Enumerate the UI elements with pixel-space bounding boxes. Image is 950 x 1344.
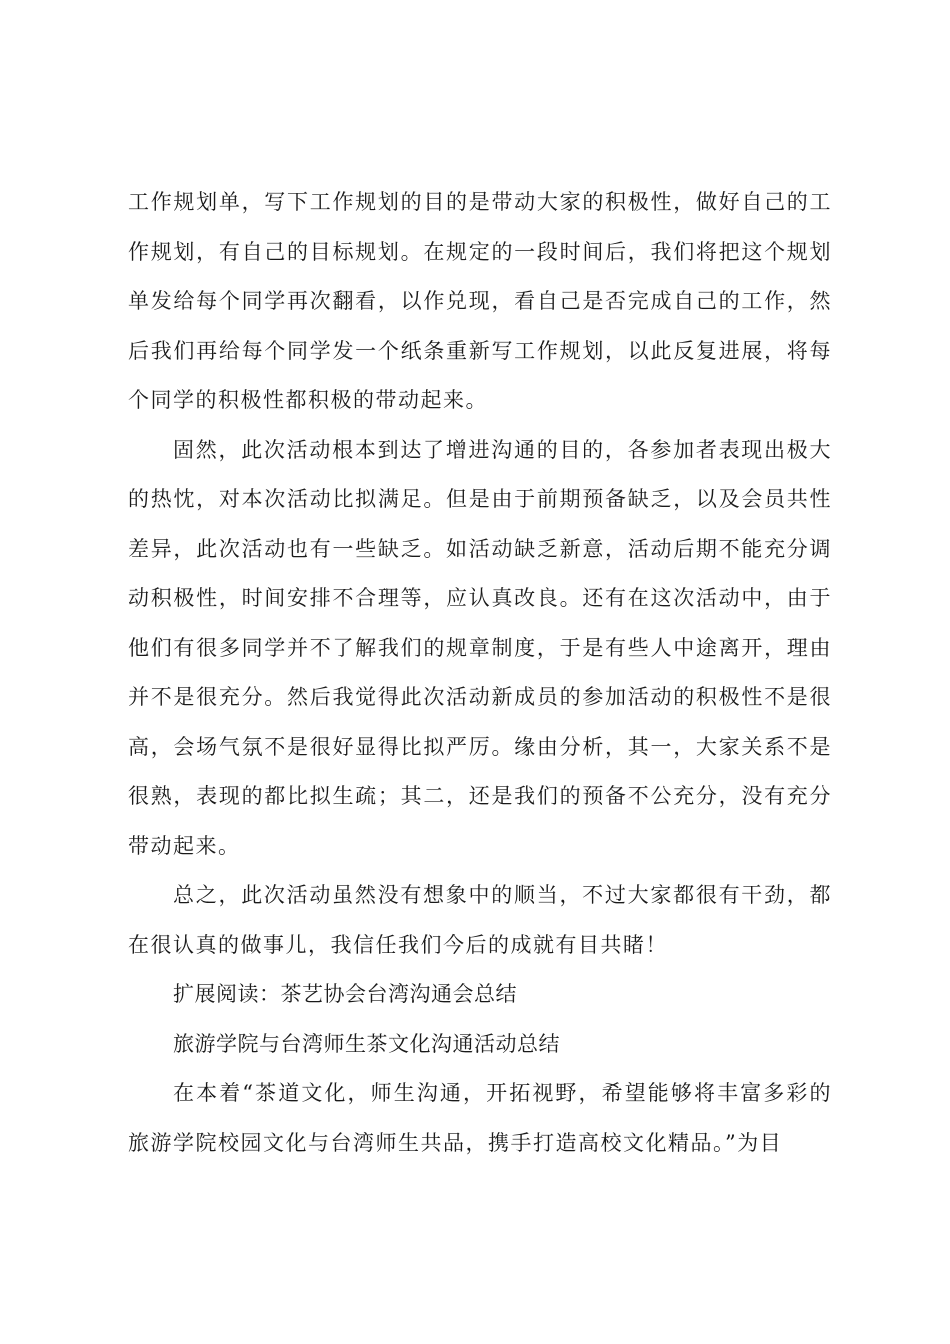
paragraph-intro: 在本着“茶道文化，师生沟通，开拓视野，希望能够将丰富多彩的旅游学院校园文化与台湾师生共品，携手打造高校文化精品。”为目 <box>128 1081 832 1155</box>
section-title: 旅游学院与台湾师生茶文化沟通活动总结 <box>173 1031 560 1056</box>
extended-reading-line: 扩展阅读：茶艺协会台湾沟通会总结 <box>173 982 517 1006</box>
paragraph-evaluation: 固然，此次活动根本到达了增进沟通的目的，各参加者表现出极大的热忱，对本次活动比拟满足。但是由于前期预备缺乏，以及会员共性差异，此次活动也有一些缺乏。如活动缺乏新意，活动后期不能充分调动积极性，时间安排不合理等，应认真改良。还有在这次活动中，由于他们有很多同学并不了解我们的规章制度，于是有些人中途离开，理由并不是很充分。然后我觉得此次活动新成员的参加活动的积极性不是很高，会场气氛不是很好显得比拟严厉。缘由分析，其一，大家关系不是很熟，表现的都比拟生疏；其二，还是我们的预备不公充分，没有充分带动起来。 <box>128 437 832 858</box>
document-page <box>128 178 832 1168</box>
paragraph-continuation: 工作规划单，写下工作规划的目的是带动大家的积极性，做好自己的工作规划，有自己的目标规划。在规定的一段时间后，我们将把这个规划单发给每个同学再次翻看，以作兑现，看自己是否完成自己的工作，然后我们再给每个同学发一个纸条重新写工作规划，以此反复进展，将每个同学的积极性都积极的带动起来。 <box>128 190 832 412</box>
paragraph-conclusion: 总之，此次活动虽然没有想象中的顺当，不过大家都很有干劲，都在很认真的做事儿，我信任我们今后的成就有目共睹！ <box>128 883 832 957</box>
